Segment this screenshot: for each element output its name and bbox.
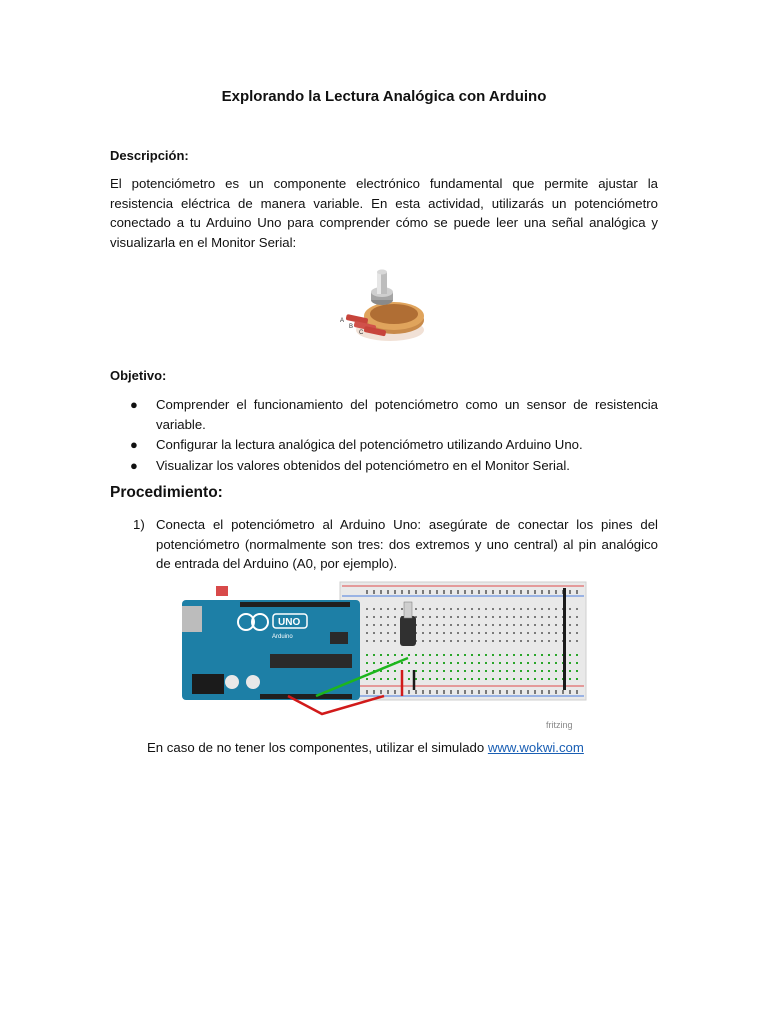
bullet-icon: ●	[130, 437, 138, 452]
document-title: Explorando la Lectura Analógica con Arduino	[221, 88, 547, 105]
list-item: ● Comprender el funcionamiento del potenciómetro como un sensor de resistencia variable.	[130, 397, 658, 432]
board-subbrand-label: Arduino	[272, 634, 293, 640]
description-paragraph: El potenciómetro es un componente electrónico fundamental que permite ajustar la resistencia eléctrica de manera variable. En esta actividad, utilizarás un potenciómetro conectado a tu Arduino Uno para comprender cómo se puede leer una señal analógica y visualizarla en el Monitor Serial:	[110, 176, 658, 250]
list-item: ● Visualizar los valores obtenidos del potenciómetro en el Monitor Serial.	[130, 456, 658, 476]
circuit-image	[180, 578, 590, 730]
bullet-icon: ●	[130, 457, 138, 473]
board-brand-label: UNO	[278, 617, 301, 628]
objective-label: Objetivo:	[110, 368, 167, 383]
description-label: Descripción:	[110, 148, 189, 163]
list-item: ● Configurar la lectura analógica del potenciómetro utilizando Arduino Uno.	[130, 435, 658, 455]
objectives-list	[130, 395, 658, 476]
potentiometer-image	[336, 266, 428, 348]
pot-pin-a-label: A	[340, 318, 345, 324]
bullet-icon: ●	[130, 397, 138, 412]
potentiometer-illustration	[336, 266, 428, 348]
step-number: 1)	[133, 517, 145, 532]
fritzing-credit: fritzing	[546, 720, 573, 730]
simulator-note: En caso de no tener los componentes, utilizar el simulado www.wokwi.com	[147, 740, 584, 755]
procedure-heading: Procedimiento:	[110, 484, 223, 501]
step-text: Conecta el potenciómetro al Arduino Uno: asegúrate de conectar los pines del potenciómetro (normalmente son tres: dos extremos y uno central) al pin analógico de entrada del Arduino (A0, por ejemplo).	[156, 517, 658, 571]
wokwi-link[interactable]: www.wokwi.com	[487, 740, 584, 755]
pot-pin-c-label: C	[359, 330, 364, 336]
arduino-circuit-illustration	[180, 578, 590, 730]
pot-pin-b-label: B	[349, 324, 354, 330]
